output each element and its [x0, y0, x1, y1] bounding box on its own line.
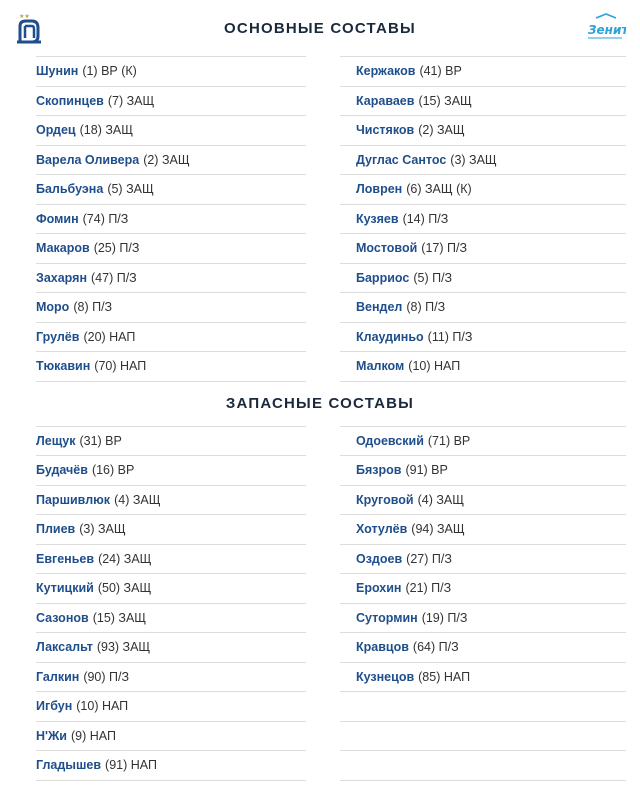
player-row [36, 486, 306, 516]
player-row [340, 574, 626, 604]
player-number-position: (94) ЗАЩ [411, 522, 465, 537]
player-row [340, 486, 626, 516]
player-number-position: (91) ВР [405, 463, 448, 478]
player-number-position: (8) П/З [406, 300, 446, 315]
player-name[interactable]: Будачёв [36, 463, 88, 478]
player-name[interactable]: Галкин [36, 669, 80, 684]
away-starting-list [340, 56, 626, 382]
player-name[interactable]: Ордец [36, 123, 76, 138]
player-number-position: (17) П/З [421, 241, 467, 256]
player-number-position: (24) ЗАЩ [98, 551, 152, 566]
player-name[interactable]: Тюкавин [36, 359, 91, 374]
player-name[interactable]: Плиев [36, 522, 76, 537]
player-row [36, 57, 306, 87]
player-number-position: (10) НАП [408, 359, 461, 374]
player-name[interactable]: Барриос [356, 270, 410, 285]
player-name[interactable]: Гладышев [36, 758, 102, 773]
player-number-position: (41) ВР [419, 64, 462, 79]
player-name[interactable]: Кузяев [356, 211, 399, 226]
player-name[interactable]: Игбун [36, 699, 73, 714]
player-number-position: (93) ЗАЩ [96, 640, 151, 655]
player-number-position: (15) ЗАЩ [418, 93, 472, 108]
player-number-position: (18) ЗАЩ [79, 123, 133, 138]
player-name[interactable]: Сутормин [356, 610, 418, 625]
substitutes-title: ЗАПАСНЫЕ СОСТАВЫ [225, 395, 415, 412]
player-name[interactable]: Евгеньев [36, 551, 95, 566]
player-name[interactable]: Кутицкий [36, 581, 94, 596]
player-row [36, 604, 306, 634]
player-row [340, 205, 626, 235]
player-row [36, 205, 306, 235]
player-row [340, 515, 626, 545]
player-name[interactable]: Хотулёв [356, 522, 408, 537]
player-row [340, 323, 626, 353]
player-row [340, 352, 626, 382]
player-name[interactable]: Мостовой [356, 241, 418, 256]
player-number-position: (2) ЗАЩ [418, 123, 465, 138]
player-row [36, 293, 306, 323]
player-number-position: (16) ВР [91, 463, 135, 478]
player-row [340, 456, 626, 486]
player-name[interactable]: Вендел [356, 300, 403, 315]
substitutes-section [0, 382, 640, 781]
player-number-position: (74) П/З [82, 211, 129, 226]
player-name[interactable]: Клаудиньо [356, 329, 424, 344]
svg-text:★★: ★★ [19, 13, 30, 20]
player-row [340, 175, 626, 205]
player-number-position: (6) ЗАЩ (К) [406, 182, 472, 197]
player-name[interactable]: Круговой [356, 492, 414, 507]
player-row [36, 456, 306, 486]
player-row [340, 57, 626, 87]
player-row [36, 574, 306, 604]
player-row [36, 692, 306, 722]
player-row [340, 264, 626, 294]
player-row [36, 633, 306, 663]
player-name[interactable]: Захарян [36, 270, 88, 285]
starting-lineups-section [0, 0, 640, 382]
player-row [36, 427, 306, 457]
player-row [36, 116, 306, 146]
player-name[interactable]: Моро [36, 300, 70, 315]
player-number-position: (14) П/З [402, 211, 449, 226]
player-number-position: (64) П/З [412, 640, 459, 655]
player-number-position: (11) П/З [427, 329, 473, 344]
svg-text:Зенит: Зенит [588, 23, 626, 37]
player-row [36, 264, 306, 294]
player-number-position: (50) ЗАЩ [97, 581, 152, 596]
player-name[interactable]: Варела Оливера [36, 152, 140, 167]
player-number-position: (91) НАП [105, 758, 157, 773]
player-name[interactable]: Шунин [36, 64, 79, 79]
empty-row [340, 722, 626, 752]
player-number-position: (21) П/З [405, 581, 452, 596]
player-row [340, 293, 626, 323]
player-name[interactable]: Бязров [356, 463, 402, 478]
player-row [340, 633, 626, 663]
player-name[interactable]: Скопинцев [36, 93, 104, 108]
player-row [340, 87, 626, 117]
player-name[interactable]: Ловрен [356, 182, 403, 197]
zenit-logo-icon [586, 12, 626, 49]
home-starting-list [36, 56, 306, 382]
player-number-position: (7) ЗАЩ [107, 93, 155, 108]
player-number-position: (27) П/З [406, 551, 452, 566]
player-row [36, 87, 306, 117]
player-row [340, 116, 626, 146]
substitutes-header [0, 382, 640, 426]
player-name[interactable]: Дуглас Сантос [356, 152, 447, 167]
player-name[interactable]: Лещук [36, 433, 76, 448]
player-number-position: (10) НАП [76, 699, 129, 714]
player-row [36, 722, 306, 752]
player-number-position: (3) ЗАЩ [79, 522, 126, 537]
away-substitutes-list [340, 426, 626, 781]
player-name[interactable]: Грулёв [36, 329, 80, 344]
player-name[interactable]: Оздоев [356, 551, 403, 566]
player-number-position: (4) ЗАЩ [417, 492, 464, 507]
player-row [340, 146, 626, 176]
empty-row [340, 751, 626, 781]
player-name[interactable]: Малком [356, 359, 405, 374]
player-name[interactable]: Ерохин [356, 581, 402, 596]
player-number-position: (8) П/З [73, 300, 113, 315]
starting-lineups-header [0, 0, 640, 56]
player-number-position: (71) ВР [427, 433, 471, 448]
player-name[interactable]: Сазонов [36, 610, 89, 625]
empty-row [340, 692, 626, 722]
player-row [340, 663, 626, 693]
player-number-position: (2) ЗАЩ [143, 152, 190, 167]
player-number-position: (20) НАП [83, 329, 136, 344]
player-number-position: (1) ВР (К) [82, 64, 137, 79]
player-row [36, 234, 306, 264]
player-name[interactable]: Одоевский [356, 433, 424, 448]
starting-lineups-columns [0, 56, 640, 382]
player-row [36, 146, 306, 176]
player-row [36, 663, 306, 693]
substitutes-columns [0, 426, 640, 781]
player-row [36, 545, 306, 575]
player-number-position: (5) П/З [413, 270, 453, 285]
player-name[interactable]: Кержаков [356, 64, 416, 79]
player-row [36, 323, 306, 353]
player-name[interactable]: Н'Жи [36, 728, 67, 743]
player-row [36, 751, 306, 781]
player-name[interactable]: Бальбуэна [36, 182, 104, 197]
player-name[interactable]: Лаксальт [36, 640, 93, 655]
player-row [340, 545, 626, 575]
player-name[interactable]: Караваев [356, 93, 415, 108]
player-name[interactable]: Фомин [36, 211, 79, 226]
player-number-position: (4) ЗАЩ [114, 492, 161, 507]
player-number-position: (3) ЗАЩ [450, 152, 497, 167]
player-number-position: (85) НАП [418, 669, 471, 684]
home-substitutes-list [36, 426, 306, 781]
player-name[interactable]: Паршивлюк [36, 492, 111, 507]
player-number-position: (47) П/З [91, 270, 137, 285]
player-row [36, 175, 306, 205]
player-row [340, 234, 626, 264]
player-number-position: (15) ЗАЩ [92, 610, 147, 625]
player-row [36, 515, 306, 545]
player-name[interactable]: Макаров [36, 241, 90, 256]
player-number-position: (25) П/З [93, 241, 140, 256]
player-row [340, 427, 626, 457]
player-row [36, 352, 306, 382]
player-number-position: (5) ЗАЩ [107, 182, 154, 197]
player-number-position: (31) ВР [79, 433, 122, 448]
player-name[interactable]: Чистяков [356, 123, 415, 138]
player-number-position: (90) П/З [83, 669, 130, 684]
starting-lineups-title: ОСНОВНЫЕ СОСТАВЫ [224, 19, 416, 37]
player-number-position: (19) П/З [421, 610, 468, 625]
player-number-position: (70) НАП [94, 359, 147, 374]
dynamo-logo-icon [14, 12, 44, 51]
player-row [340, 604, 626, 634]
player-number-position: (9) НАП [70, 728, 116, 743]
player-name[interactable]: Кузнецов [356, 669, 415, 684]
player-name[interactable]: Кравцов [356, 640, 409, 655]
